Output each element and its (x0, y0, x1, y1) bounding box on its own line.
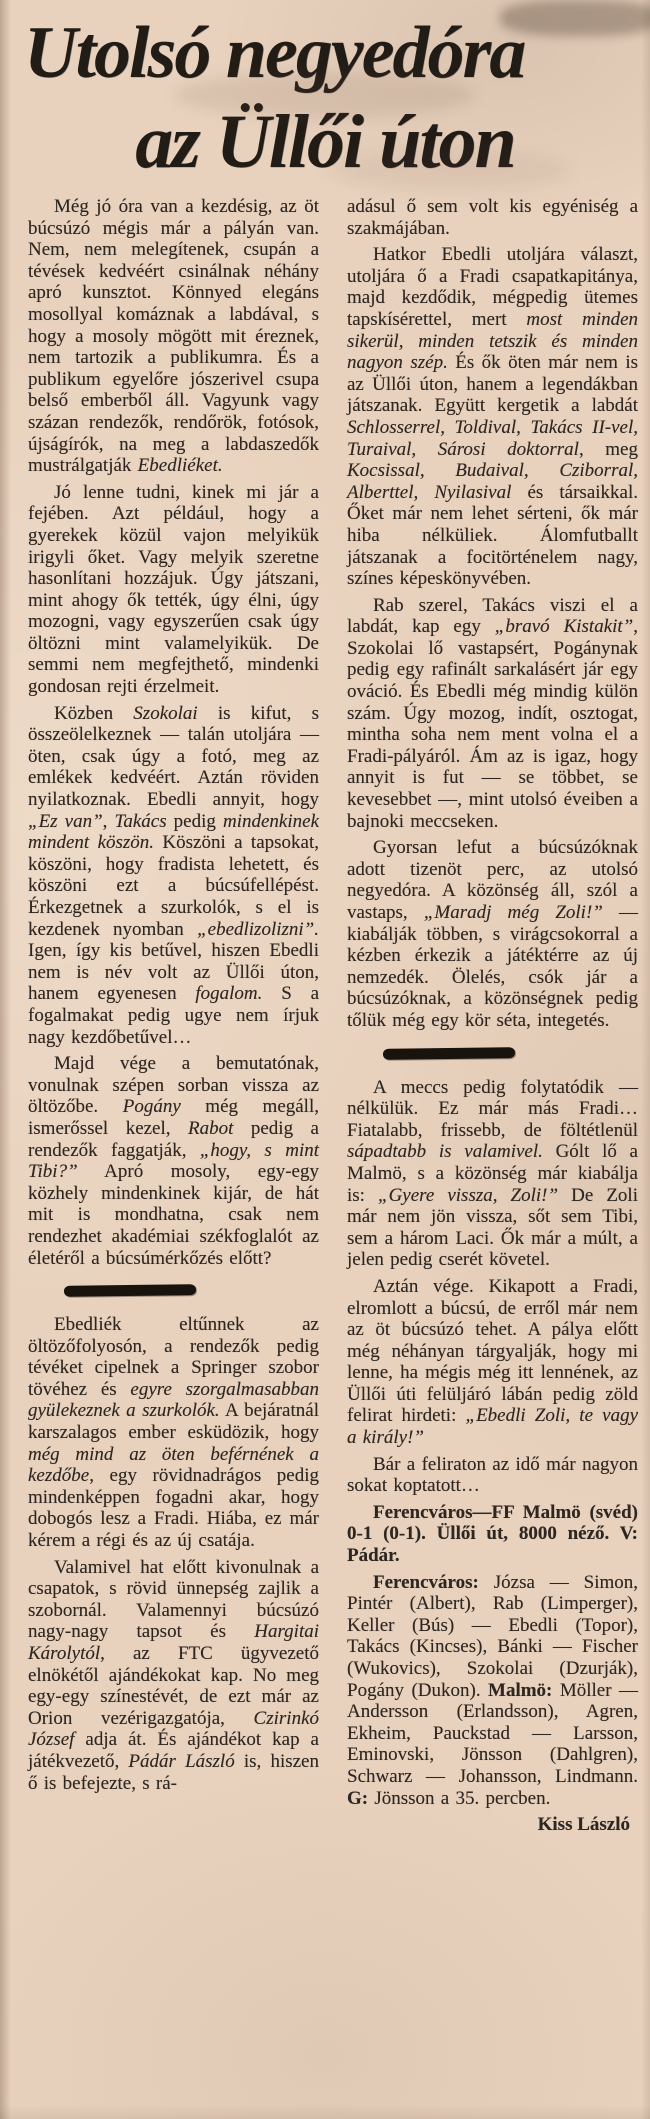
article-column-right (347, 196, 638, 1836)
article-paragraph (347, 1502, 638, 1567)
text-run: Közben (54, 702, 134, 724)
article-paragraph (347, 1077, 638, 1271)
bold-text-run: Malmö: (488, 1679, 553, 1701)
text-run: Még jó óra van a kezdésig, az öt búcsúzó mégis már a pályán van. Nem, nem melegítenek, csupán a tévések kedvéért csinálnak néhány apró kunsztot. Könnyed elegáns mosollyal komáznak a labdával, s hogy a mosoly mögött mit éreznek, nem tartozik a publikumra. És a publikum egyelőre jószerivel csupa belső emberből áll. Vagyunk vagy százan rendezők, rendőrök, fotósok, újságírók, na meg a labdaszedők mustrálgatják (28, 196, 319, 477)
italic-text-run: „Ebedli Zoli, te vagy a király!” (347, 1405, 639, 1449)
headline-line-1: Utolsó negyedóra (24, 12, 525, 94)
italic-text-run: még mind az öten beférnének a kezdőbe (28, 1443, 319, 1487)
italic-text-run: Ebedliéket. (137, 455, 223, 477)
italic-text-run: egyre szorgalmasabban gyülekeznek a szurkolók. (28, 1378, 320, 1422)
text-run: Ebedliék eltűnnek az öltözőfolyosón, a rendezők pedig tévéket cipelnek a Springer szobor tövéhez és (28, 1314, 319, 1400)
article-paragraph (347, 244, 638, 590)
text-run: , az FTC ügyvezető elnökétől ajándékokat kap. No meg egy-egy színestévét, de ezt már az Orion vezérigazgatója, (28, 1643, 319, 1729)
text-run: A bejáratnál karszalagos ember esküdözik, hogy (28, 1400, 319, 1444)
article-paragraph (347, 1276, 638, 1449)
article-paragraph (347, 1572, 638, 1810)
italic-text-run: Pádár László (128, 1750, 235, 1772)
text-run: Igen, így kis betűvel, hiszen Ebedli nem is név volt az Üllői úton, hanem egyenesen (28, 940, 319, 1005)
article-paragraph (28, 1557, 319, 1795)
text-run: is kifut, s összeölelkeznek — talán utoljára — öten, csak úgy a fotó, meg az emlékek kedvéért. Aztán röviden nyilatkoznak. Ebedli annyit, hogy (28, 702, 319, 811)
text-run: pedig a rendezők faggatják, (28, 1117, 319, 1161)
article-paragraph (347, 837, 638, 1031)
bold-text-run: Ferencváros: (373, 1571, 479, 1593)
article-column-left (28, 196, 319, 1836)
italic-text-run: Schlosserrel, Toldival, Takács II-vel, Turaival, Sárosi doktorral (347, 416, 638, 460)
italic-text-run: „bravó Kistakit” (494, 616, 634, 638)
text-run: Valamivel hat előtt kivonulnak a csapatok, s rövid ünnepség zajlik a szobornál. Valamennyi búcsúzó nagy-nagy tapsot és (28, 1556, 319, 1643)
article-paragraph (347, 595, 638, 833)
text-run: , egy rövidnadrágos pedig mindenképpen fogadni akar, hogy dobogós lesz a Fradi. Hiába, ez már kérem a régi és az új csatája. (28, 1465, 319, 1552)
text-run: , meg (578, 438, 638, 460)
article-paragraph (347, 196, 638, 239)
article-paragraph (28, 196, 319, 477)
italic-text-run: „hogy, s mint Tibi?” (28, 1139, 319, 1183)
author-signature: Kiss László (537, 1814, 630, 1836)
italic-text-run: Rabot (188, 1117, 234, 1139)
italic-text-run: „ebedlizolizni”. (197, 918, 319, 940)
text-run: — kiabálják többen, s virágcsokorral a kézben érkezik a játéktérre az új nemzedék. Ölelés, csók jár a búcsúzóknak, a közönségnek pedig tőlük még egy kör séta, integetés. (347, 902, 638, 1031)
italic-text-run: Czirinkó József (28, 1707, 319, 1751)
italic-text-run: Szokolai (133, 702, 198, 724)
article-paragraph (28, 703, 319, 1049)
text-run: Gyorsan lefut a búcsúzóknak adott tizenöt perc, az utolsó negyedóra. A közönség áll, szól a vastaps, (347, 837, 638, 923)
text-run: És ők öten már nem is az Üllői úton, hanem a legendákban játszanak. Együtt kergetik a labdát (347, 352, 638, 417)
text-run: még megáll, ismerőssel kezel, (28, 1096, 319, 1139)
text-run: Apró mosoly, egy-egy közhely mindenkinek kijár, de hát mit is mondhatna, csak nem rendezhet akadémiai székfoglalót az életéről a búcsúmérkőzés előtt? (28, 1161, 319, 1269)
text-run: De Zoli már nem jön vissza, sőt sem Tibi, sem a három Laci. Ők már a múlt, a jelen pedig cserét követel. (347, 1184, 638, 1271)
article-paragraph (28, 1053, 319, 1269)
section-divider-bar (64, 1284, 196, 1297)
text-run: Majd vége a bemutatónak, vonulnak szépen sorban vissza az öltözőbe. (28, 1053, 319, 1118)
italic-text-run: „Maradj még Zoli!” (423, 902, 603, 923)
italic-text-run: fogalom. (195, 983, 263, 1005)
text-run: pedig (166, 810, 223, 832)
text-run: Köszöni a tapsokat, köszöni, hogy fradista lehetett, és köszöni ezt a búcsúfellépést. Érkezgetnek a szurkolók, s el is kezdenek nyomban (28, 832, 320, 940)
italic-text-run: sápadtabb is valamivel. (347, 1141, 543, 1163)
article-paragraph (347, 1454, 638, 1497)
bold-text-run: Ferencváros—FF Malmö (svéd) 0-1 (0-1). Üllői út, 8000 néző. V: Pádár. (347, 1501, 638, 1567)
italic-text-run: „Gyere vissza, Zoli!” (378, 1184, 559, 1206)
italic-text-run: Kocsissal, Budaival, Cziborral, Alberttel, Nyilasival (347, 460, 638, 503)
italic-text-run: Hargitai Károlytól (28, 1621, 319, 1664)
text-run: Jönsson a 35. percben. (368, 1787, 551, 1809)
italic-text-run: Pogány (122, 1096, 181, 1118)
text-run: Bár a feliraton az idő már nagyon sokat koptatott… (347, 1453, 638, 1497)
article-paragraph (28, 482, 319, 698)
text-run: adja át. És ajándékot kap a játékvezető, (28, 1729, 319, 1772)
text-run: A meccs pedig folytatódik — nélkülük. Ez már más Fradi… Fiatalabb, frissebb, de föltétlenül (347, 1076, 638, 1141)
text-run: , (102, 810, 115, 832)
text-run: Aztán vége. Kikapott a Fradi, elromlott a búcsú, de erről már nem az öt búcsúzó tehet. A pálya előtt még néhányan tárgyalják, hogy mi lenne, ha mégis még itt lennének, az Üllői úti felüljáró lábán pedig zöld felirat hirdeti: (347, 1275, 638, 1427)
text-run: Hatkor Ebedli utoljára választ, utoljára ő a Fradi csapatkapitánya, majd kezdődik, mégpedig ütemes tapskísérettel, mert (347, 244, 638, 330)
text-run: , Szokolai lő vastapsért, Pogánynak pedig egy rafinált sarkalásért jár egy ováció. És Ebedli még mindig külön szám. Úgy mozog, indít, osztogat, mintha soha nem ment volna el a Fradi-pályáról. Ám az is igaz, hogy annyit is fut — se többet, se kevesebbet —, mint utolsó éveiben a bajnoki meccseken. (347, 616, 638, 832)
text-run: Jó lenne tudni, kinek mi jár a fejében. Azt például, hogy a gyerekek közül vajon melyikük irigyli őket. Vagy melyik szeretne hasonlítani hozzájuk. Úgy játszani, mint ahogy ők tették, úgy élni, úgy mozogni, vagy egyszerűen csak úgy öltözni mint valamelyikük. De semmi nem megfejthető, mindenki gondosan rejti érzelmeit. (28, 481, 319, 698)
text-run: S a fogalmakat pedig ugye nem írjuk nagy kezdőbetűvel… (28, 983, 319, 1048)
bold-text-run: G: (347, 1787, 369, 1809)
text-run: is, hiszen ő is befejezte, s rá- (28, 1750, 319, 1794)
article-body (0, 188, 650, 1836)
text-run: Gólt lő a Malmö, s a közönség már kiabálja is: (347, 1141, 638, 1206)
article-headline (0, 0, 650, 188)
italic-text-run: „Ez van” (28, 810, 103, 832)
text-run: Rab szerel, Takács viszi el a labdát, kap egy (347, 594, 638, 638)
italic-text-run: mindenkinek mindent köszön. (28, 810, 319, 854)
article-paragraph (28, 1314, 319, 1552)
text-run: Möller — Andersson (Erlandsson), Agren, Ekheim, Pauckstad — Larsson, Eminovski, Jönsson (Dahlgren), Schwarz — Johansson, Lindmann. (347, 1679, 638, 1787)
italic-text-run: Takács (114, 810, 167, 832)
headline-line-2: az Üllői úton (135, 100, 515, 184)
section-divider-bar (383, 1047, 515, 1060)
text-run: adásul ő sem volt kis egyéniség a szakmájában. (347, 196, 638, 239)
text-run: és társaikkal. Őket már nem lehet sérteni, ők már hiba nélküliek. Álomfutballt játszanak a focitörténelem nagy, színes képeskönyvében. (347, 481, 638, 590)
italic-text-run: most minden sikerül, minden tetszik és minden nagyon szép. (347, 308, 639, 374)
text-run: Józsa — Simon, Pintér (Albert), Rab (Limperger), Keller (Bús) — Ebedli (Topor), Takács (Kincses), Bánki — Fischer (Wukovics), Szokolai (Dzurják), Pogány (Dukon). (347, 1571, 638, 1701)
